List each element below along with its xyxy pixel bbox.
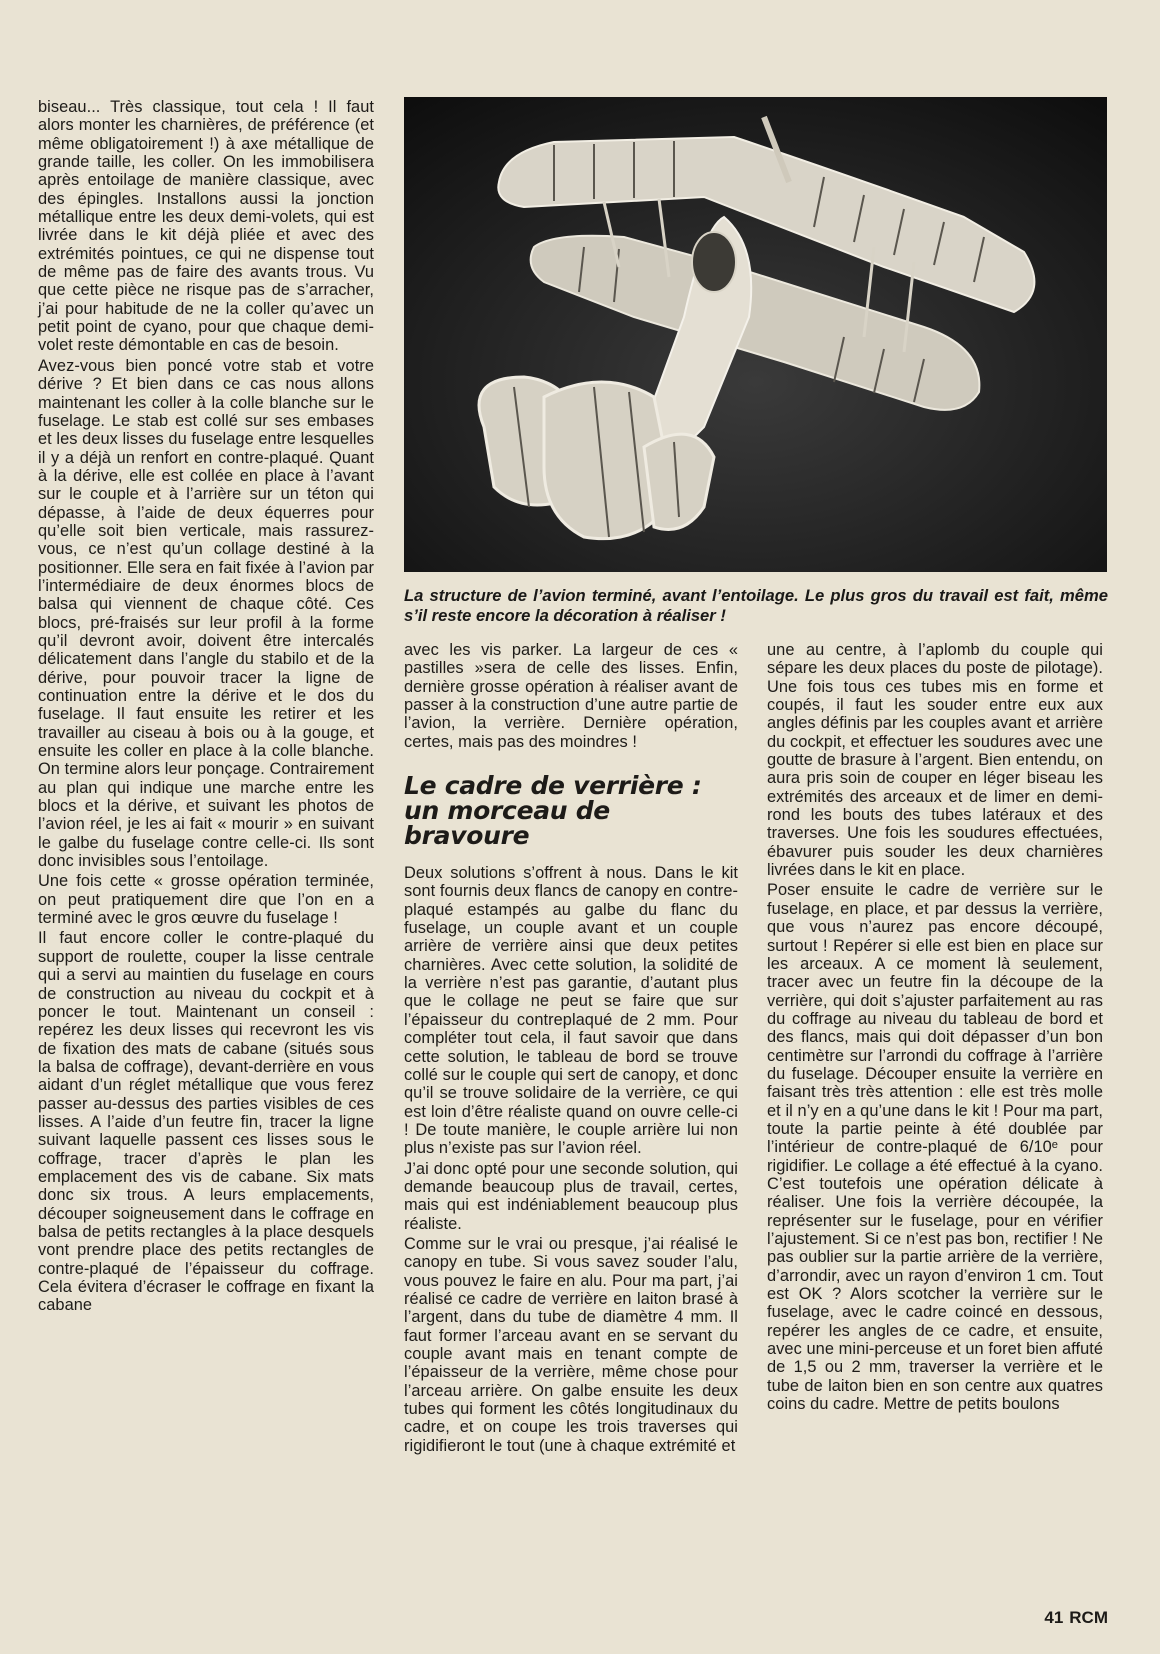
left-text-column — [38, 98, 374, 1317]
paragraph: J’ai donc opté pour une seconde solution, qui demande beaucoup plus de travail, certes, mais qui est indéniablement beaucoup plus réaliste. — [404, 1159, 738, 1233]
photo-caption: La structure de l’avion terminé, avant l’entoilage. Le plus gros du travail est fait, même s’il reste encore la décoration à réaliser ! — [404, 586, 1108, 625]
paragraph: Deux solutions s’offrent à nous. Dans le kit sont fournis deux flancs de canopy en contre-plaqué estampés au galbe du flanc du fuselage, un couple avant et un couple arrière de verrière ainsi que deux petites charnières. Avec cette solution, la solidité de la verrière n’est pas garantie, d’autant plus que le collage ne peut se faire que sur l’épaisseur du contreplaqué de 2 mm. Pour compléter tout cela, il faut savoir que dans cette solution, le tableau de bord se trouve collé sur le couple qui sert de canopy, et donc qu’il se trouve solidaire de la verrière, ce qui est loin d’être réaliste quand on ouvre celle-ci ! De toute manière, le couple arrière lui non plus n’existe pas sur l’avion réel. — [404, 864, 738, 1158]
paragraph: Poser ensuite le cadre de verrière sur le fuselage, en place, et par dessus la verrière, que vous n’aurez pas encore découpé, surtout ! Repérer si elle est bien en place sur les arceaux. A ce moment là seulement, tracer avec un feutre fin la découpe de la verrière, qui doit s’ajuster parfaitement au ras du coffrage au niveau du tableau de bord et des flancs, mais qui doit dépasser d’un bon centimètre sur l’arrondi du coffrage à l’arrière du fuselage. Découper ensuite la verrière en faisant très très attention : elle est très molle et il n’y en a qu’une dans le kit ! Pour ma part, toute la partie peinte à été doublée par l’intérieur de contre-plaqué de 6/10ᵉ pour rigidifier. Le collage a été effectué à la cyano. C’est toutefois une opération délicate à réaliser. Une fois la verrière découpée, la représenter sur le fuselage, pour en vérifier l’ajustement. Si ce n’est pas bon, rectifier ! Ne pas oublier sur la partie arrière de la verrière, d’arrondir, avec un rayon d’environ 1 cm. Tout est OK ? Alors scotcher la verrière sur le fuselage, avec le cadre coincé en dessous, repérer les angles de ce cadre, et ensuite, avec une mini-perceuse et un foret bien affuté de 1,5 ou 2 mm, traverser la verrière et le tube de laiton bien en son centre aux quatres coins du cadre. Mettre de petits boulons — [767, 881, 1103, 1414]
page-number: 41 — [1044, 1608, 1064, 1627]
paragraph: une au centre, à l’aplomb du couple qui sépare les deux places du poste de pilotage). Une fois tous ces tubes mis en forme et coupés, il faut les souder entre eux aux angles définis par les couples avant et arrière du cockpit, et effectuer les soudures avec une goutte de brasure à l’argent. Bien entendu, on aura pris soin de couper en léger biseau les extrémités des arceaux et de limer en demi-rond les bouts des tubes latéraux et des traverses. Une fois les soudures effectuées, ébavurer puis souder les deux charnières livrées dans le kit en place. — [767, 641, 1103, 880]
paragraph: Comme sur le vrai ou presque, j’ai réalisé le canopy en tube. Si vous savez souder l’alu, vous pouvez le faire en alu. Pour ma part, j’ai réalisé ce cadre de verrière en laiton brasé à l’argent, dans du tube de diamètre 4 mm. Il faut former l’arceau avant en se servant du couple avant mais en tenant compte de l’épaisseur de la verrière, même chose pour l’arceau arrière. On galbe ensuite les deux tubes qui forment les côtés longitudinaux du cadre, et on coupe les trois traverses qui rigidifieront le tout (une à chaque extrémité et — [404, 1234, 738, 1455]
biplane-airframe-illustration — [404, 97, 1107, 572]
right-text-column — [767, 641, 1103, 1415]
middle-text-column — [404, 641, 738, 1457]
paragraph: Il faut encore coller le contre-plaqué du support de roulette, couper la lisse centrale qui a servi au maintien du fuselage en cours de construction au niveau du cockpit et à poncer le tout. Maintenant un conseil : repérez les deux lisses qui recevront les vis de fixation des mats de cabane (situés sous la balsa de coffrage), devant-derrière en vous aidant d’un réglet métallique que vous ferez passer au-dessus des parties visibles de ces lisses. A l’aide d’un feutre fin, tracer la ligne suivant laquelle passent ces lisses sous le coffrage, tracer d’après le plan les emplacement des vis de cabane. Six mats donc six trous. A leurs emplacements, découper soigneusement dans le coffrage en balsa de petits rectangles à la place desquels vont prendre place des petits rectangles de contre-plaqué de l’épaisseur du coffrage. Cela évitera d’écraser le coffrage en fixant la cabane — [38, 929, 374, 1315]
paragraph: Avez-vous bien poncé votre stab et votre dérive ? Et bien dans ce cas nous allons maintenant les coller à la colle blanche sur le fuselage. Le stab est collé sur ses embases et les deux lisses du fuselage entre lesquelles il y a déjà un renfort en contre-plaqué. Quant à la dérive, elle est collée en place à l’avant sur le couple et à l’arrière sur un téton qui dépasse, à l’aide de deux équerres pour qu’elle soit bien verticale, mais rassurez-vous, ce n’est qu’un collage destiné à la positionner. Elle sera en fait fixée à l’avion par l’intermédiaire de deux énormes blocs de balsa qui viennent de chaque côté. Ces blocs, pré-fraisés sur leur profil à la forme qu’il devront avoir, doivent être intercalés délicatement dans l’angle du stabilo et de la dérive, pour pouvoir tracer la ligne de continuation entre la dérive et le dos du fuselage. Il faut ensuite les retirer et les travailler au ciseau à bois ou à la gouge, et ensuite les coller en place à la colle blanche. On termine alors leur ponçage. Contrairement au plan qui indique une marche entre les blocs et la dérive, et suivant les photos de l’avion réel, je les ai fait « mourir » en suivant le galbe du fuselage contre celle-ci. Ils sont donc invisibles sous l’entoilage. — [38, 356, 374, 871]
biplane-airframe-photo — [404, 97, 1107, 572]
section-heading: Le cadre de verrière : un morceau de bravoure — [404, 771, 702, 851]
paragraph: Une fois cette « grosse opération terminée, on peut pratiquement dire que l’on en a terminé avec le gros œuvre du fuselage ! — [38, 872, 374, 928]
magazine-name: RCM — [1069, 1608, 1108, 1627]
paragraph: biseau... Très classique, tout cela ! Il faut alors monter les charnières, de préférence (et même obligatoirement !) à axe métallique de grande taille, les coller. On les immobilisera après entoilage de manière classique, avec des épingles. Installons aussi la jonction métallique entre les deux demi-volets, qui est livrée dans le kit déjà pliée et avec des extrémités pointues, ce qui ne dispense tout de même pas de faire des avants trous. Vu que cette pièce ne risque pas de s’arracher, j’ai pour habitude de ne la coller qu’avec un petit point de cyano, pour que chaque demi-volet reste démontable en cas de besoin. — [38, 98, 374, 355]
page-folio — [1044, 1608, 1108, 1628]
paragraph: avec les vis parker. La largeur de ces « pastilles »sera de celle des lisses. Enfin, dernière grosse opération à réaliser avant de passer à la construction d’une autre partie de l’avion, la verrière. Dernière opération, certes, mais pas des moindres ! — [404, 641, 738, 751]
